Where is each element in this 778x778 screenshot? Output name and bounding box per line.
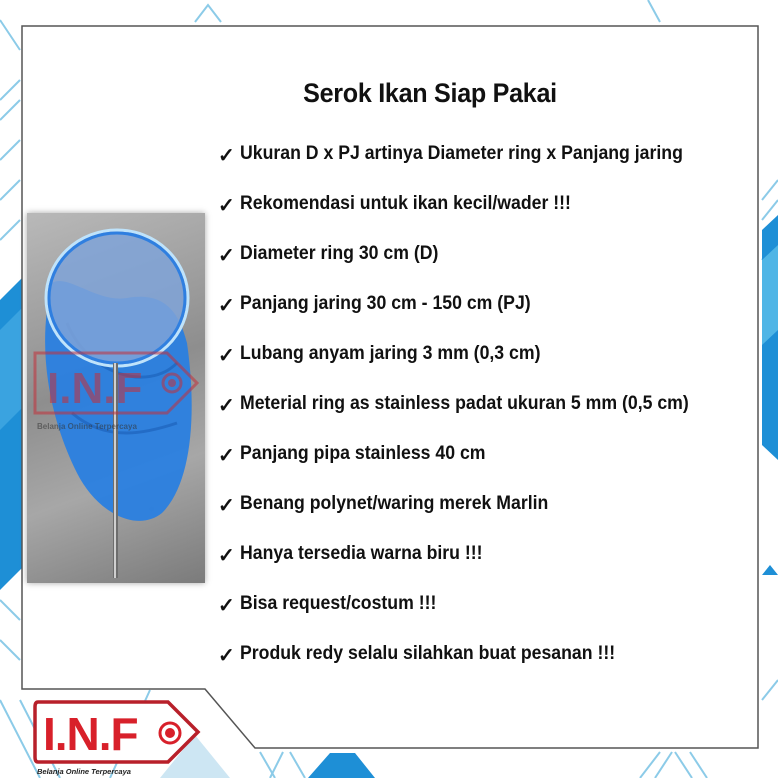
svg-text:I.N.F: I.N.F bbox=[47, 364, 143, 413]
feature-list bbox=[218, 143, 723, 693]
fishing-net-illustration bbox=[27, 213, 205, 583]
check-icon: ✓ bbox=[218, 145, 235, 167]
logo-text: I.N.F bbox=[43, 708, 138, 760]
check-icon: ✓ bbox=[218, 545, 235, 567]
page-title: Serok Ikan Siap Pakai bbox=[303, 78, 557, 109]
feature-item: ✓ Meterial ring as stainless padat ukuran 5 mm (0,5 cm) bbox=[218, 393, 689, 417]
check-icon: ✓ bbox=[218, 395, 235, 417]
feature-item: ✓ Benang polynet/waring merek Marlin bbox=[218, 493, 549, 517]
feature-item: ✓ Panjang pipa stainless 40 cm bbox=[218, 443, 486, 467]
check-icon: ✓ bbox=[218, 495, 235, 517]
check-icon: ✓ bbox=[218, 645, 235, 667]
feature-item: ✓ Produk redy selalu silahkan buat pesanan !!! bbox=[218, 643, 616, 667]
brand-logo bbox=[33, 697, 208, 775]
feature-item: ✓ Rekomendasi untuk ikan kecil/wader !!! bbox=[218, 193, 571, 217]
check-icon: ✓ bbox=[218, 295, 235, 317]
check-icon: ✓ bbox=[218, 195, 235, 217]
feature-item: ✓ Diameter ring 30 cm (D) bbox=[218, 243, 439, 267]
feature-item: ✓ Ukuran D x PJ artinya Diameter ring x Panjang jaring bbox=[218, 143, 683, 167]
product-photo bbox=[27, 213, 205, 583]
check-icon: ✓ bbox=[218, 595, 235, 617]
feature-item: ✓ Lubang anyam jaring 3 mm (0,3 cm) bbox=[218, 343, 541, 367]
logo-tagline: Belanja Online Terpercaya bbox=[37, 767, 131, 776]
svg-text:Belanja Online Terpercaya: Belanja Online Terpercaya bbox=[37, 422, 137, 431]
feature-item: ✓ Bisa request/costum !!! bbox=[218, 593, 437, 617]
check-icon: ✓ bbox=[218, 345, 235, 367]
feature-item: ✓ Hanya tersedia warna biru !!! bbox=[218, 543, 483, 567]
check-icon: ✓ bbox=[218, 245, 235, 267]
feature-item: ✓ Panjang jaring 30 cm - 150 cm (PJ) bbox=[218, 293, 531, 317]
check-icon: ✓ bbox=[218, 445, 235, 467]
